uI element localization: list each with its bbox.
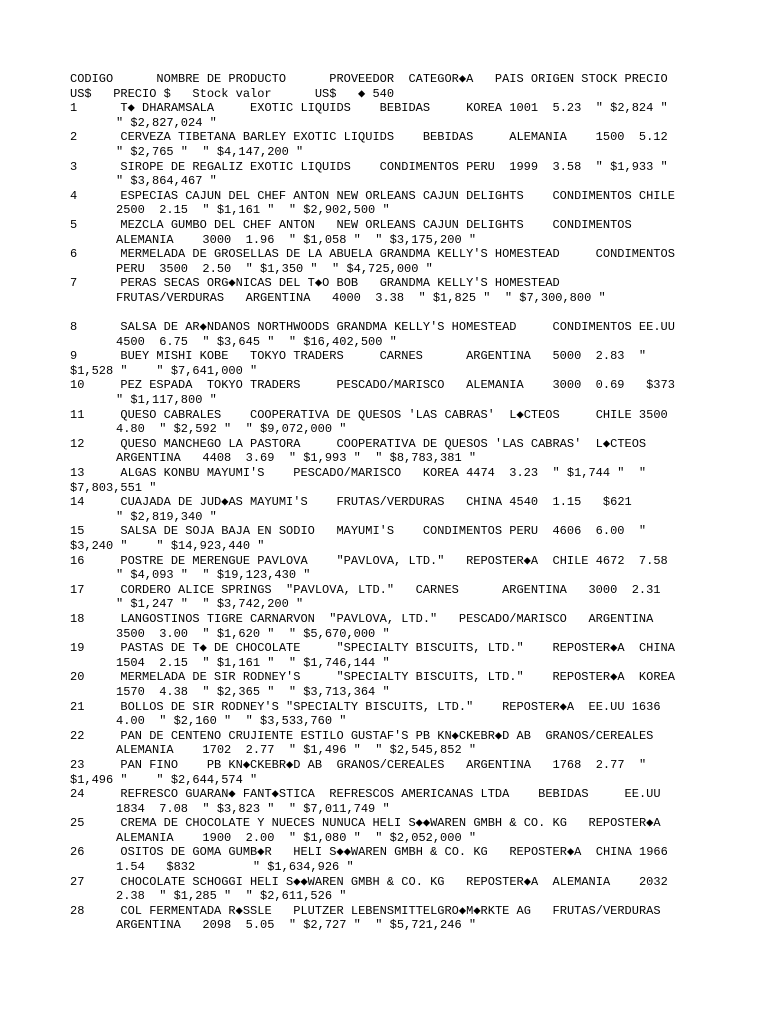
record-line-main: 13 ALGAS KONBU MAYUMI'S PESCADO/MARISCO KOREA 4474 3.23 " $1,744 " " — [70, 466, 647, 481]
product-record — [70, 875, 760, 904]
product-record — [70, 787, 760, 816]
record-line-main: 16 POSTRE DE MERENGUE PAVLOVA "PAVLOVA, LTD." REPOSTER◆A CHILE 4672 7.58 — [70, 553, 668, 568]
document-body — [70, 72, 760, 933]
product-record — [70, 495, 760, 524]
record-line-continuation: 1504 2.15 " $1,161 " " $1,746,144 " — [116, 655, 390, 670]
record-line-main: 11 QUESO CABRALES COOPERATIVA DE QUESOS 'LAS CABRAS' L◆CTEOS CHILE 3500 — [70, 407, 668, 422]
product-record — [70, 349, 760, 378]
record-line-main: 21 BOLLOS DE SIR RODNEY'S "SPECIALTY BISCUITS, LTD." REPOSTER◆A EE.UU 1636 — [70, 699, 661, 714]
record-line-main: 14 CUAJADA DE JUD◆AS MAYUMI'S FRUTAS/VERDURAS CHINA 4540 1.15 $621 — [70, 495, 632, 510]
product-record — [70, 466, 760, 495]
product-record — [70, 320, 760, 349]
record-line-continuation: 4500 6.75 " $3,645 " " $16,402,500 " — [116, 334, 397, 349]
record-line-main: 2 CERVEZA TIBETANA BARLEY EXOTIC LIQUIDS BEBIDAS ALEMANIA 1500 5.12 — [70, 130, 668, 145]
record-line-continuation: 4.00 " $2,160 " " $3,533,760 " — [116, 714, 347, 729]
record-line-main: 8 SALSA DE AR◆NDANOS NORTHWOODS GRANDMA KELLY'S HOMESTEAD CONDIMENTOS EE.UU — [70, 320, 675, 335]
record-line-main: 26 OSITOS DE GOMA GUMB◆R HELI S◆◆WAREN GMBH & CO. KG REPOSTER◆A CHINA 1966 — [70, 845, 668, 860]
product-record — [70, 758, 760, 787]
product-record — [70, 378, 760, 407]
record-line-continuation: $1,528 " " $7,641,000 " — [70, 363, 258, 378]
record-line-continuation: $7,803,551 " — [70, 480, 157, 495]
product-record — [70, 437, 760, 466]
record-line-continuation: ARGENTINA 4408 3.69 " $1,993 " " $8,783,381 " — [116, 451, 477, 466]
record-line-main: 3 SIROPE DE REGALIZ EXOTIC LIQUIDS CONDIMENTOS PERU 1999 3.58 " $1,933 " — [70, 159, 668, 174]
record-line-main: 15 SALSA DE SOJA BAJA EN SODIO MAYUMI'S CONDIMENTOS PERU 4606 6.00 " — [70, 524, 647, 539]
record-line-continuation: 3500 3.00 " $1,620 " " $5,670,000 " — [116, 626, 390, 641]
product-record — [70, 247, 760, 276]
record-line-continuation: 1570 4.38 " $2,365 " " $3,713,364 " — [116, 684, 390, 699]
product-record — [70, 845, 760, 874]
record-line-main: 25 CREMA DE CHOCOLATE Y NUECES NUNUCA HELI S◆◆WAREN GMBH & CO. KG REPOSTER◆A — [70, 816, 661, 831]
record-line-main: 20 MERMELADA DE SIR RODNEY'S "SPECIALTY BISCUITS, LTD." REPOSTER◆A KOREA — [70, 670, 675, 685]
record-line-continuation: ARGENTINA 2098 5.05 " $2,727 " " $5,721,246 " — [116, 918, 477, 933]
blank-line — [70, 306, 760, 321]
header-line-2: US$ PRECIO $ Stock valor US$ ◆ 540 — [70, 86, 395, 101]
record-line-continuation: PERU 3500 2.50 " $1,350 " " $4,725,000 " — [116, 261, 433, 276]
product-record — [70, 904, 760, 933]
record-line-main: 9 BUEY MISHI KOBE TOKYO TRADERS CARNES ARGENTINA 5000 2.83 " — [70, 349, 647, 364]
record-line-continuation: 2500 2.15 " $1,161 " " $2,902,500 " — [116, 203, 390, 218]
product-record — [70, 700, 760, 729]
product-record — [70, 641, 760, 670]
record-line-main: 7 PERAS SECAS ORG◆NICAS DEL T◆O BOB GRANDMA KELLY'S HOMESTEAD — [70, 276, 560, 291]
record-line-continuation: ALEMANIA 1702 2.77 " $1,496 " " $2,545,852 " — [116, 743, 477, 758]
record-line-main: 10 PEZ ESPADA TOKYO TRADERS PESCADO/MARISCO ALEMANIA 3000 0.69 $373 — [70, 378, 675, 393]
product-record — [70, 189, 760, 218]
record-line-continuation: " $1,117,800 " — [116, 393, 217, 408]
product-records — [70, 101, 760, 933]
record-line-continuation: 1.54 $832 " $1,634,926 " — [116, 860, 354, 875]
product-record — [70, 729, 760, 758]
record-line-continuation: " $2,765 " " $4,147,200 " — [116, 144, 304, 159]
record-line-main: 18 LANGOSTINOS TIGRE CARNARVON "PAVLOVA, LTD." PESCADO/MARISCO ARGENTINA — [70, 611, 654, 626]
product-record — [70, 612, 760, 641]
record-line-continuation: " $3,864,467 " — [116, 174, 217, 189]
record-line-main: 1 T◆ DHARAMSALA EXOTIC LIQUIDS BEBIDAS KOREA 1001 5.23 " $2,824 " — [70, 101, 668, 116]
record-line-main: 12 QUESO MANCHEGO LA PASTORA COOPERATIVA DE QUESOS 'LAS CABRAS' L◆CTEOS — [70, 436, 647, 451]
product-record — [70, 554, 760, 583]
product-record — [70, 276, 760, 305]
product-record — [70, 670, 760, 699]
product-record — [70, 583, 760, 612]
record-line-main: 22 PAN DE CENTENO CRUJIENTE ESTILO GUSTAF'S PB KN◆CKEBR◆D AB GRANOS/CEREALES — [70, 728, 654, 743]
record-line-continuation: FRUTAS/VERDURAS ARGENTINA 4000 3.38 " $1,825 " " $7,300,800 " — [116, 290, 606, 305]
product-record — [70, 218, 760, 247]
record-line-continuation: ALEMANIA 3000 1.96 " $1,058 " " $3,175,200 " — [116, 232, 477, 247]
record-line-continuation: $1,496 " " $2,644,574 " — [70, 772, 258, 787]
product-record — [70, 160, 760, 189]
record-line-continuation: ALEMANIA 1900 2.00 " $1,080 " " $2,052,000 " — [116, 830, 477, 845]
product-record — [70, 524, 760, 553]
record-line-main: 27 CHOCOLATE SCHOGGI HELI S◆◆WAREN GMBH & CO. KG REPOSTER◆A ALEMANIA 2032 — [70, 874, 668, 889]
record-line-continuation: " $2,827,024 " — [116, 115, 217, 130]
record-line-continuation: 2.38 " $1,285 " " $2,611,526 " — [116, 889, 347, 904]
record-line-main: 6 MERMELADA DE GROSELLAS DE LA ABUELA GRANDMA KELLY'S HOMESTEAD CONDIMENTOS — [70, 247, 675, 262]
product-record — [70, 816, 760, 845]
record-line-continuation: $3,240 " " $14,923,440 " — [70, 539, 265, 553]
record-line-main: 4 ESPECIAS CAJUN DEL CHEF ANTON NEW ORLEANS CAJUN DELIGHTS CONDIMENTOS CHILE — [70, 188, 675, 203]
record-line-main: 24 REFRESCO GUARAN◆ FANT◆STICA REFRESCOS AMERICANAS LTDA BEBIDAS EE.UU — [70, 787, 661, 802]
record-line-continuation: " $1,247 " " $3,742,200 " — [116, 597, 304, 612]
record-line-main: 23 PAN FINO PB KN◆CKEBR◆D AB GRANOS/CEREALES ARGENTINA 1768 2.77 " — [70, 757, 647, 772]
record-line-continuation: " $4,093 " " $19,123,430 " — [116, 568, 311, 583]
record-line-main: 28 COL FERMENTADA R◆SSLE PLUTZER LEBENSMITTELGRO◆M◆RKTE AG FRUTAS/VERDURAS — [70, 903, 661, 918]
product-record — [70, 408, 760, 437]
record-line-continuation: " $2,819,340 " — [116, 509, 217, 524]
product-record — [70, 101, 760, 130]
record-line-main: 5 MEZCLA GUMBO DEL CHEF ANTON NEW ORLEANS CAJUN DELIGHTS CONDIMENTOS — [70, 217, 632, 232]
record-line-main: 17 CORDERO ALICE SPRINGS "PAVLOVA, LTD." CARNES ARGENTINA 3000 2.31 — [70, 582, 661, 597]
record-line-main: 19 PASTAS DE T◆ DE CHOCOLATE "SPECIALTY BISCUITS, LTD." REPOSTER◆A CHINA — [70, 641, 675, 656]
product-record — [70, 130, 760, 159]
record-line-continuation: 1834 7.08 " $3,823 " " $7,011,749 " — [116, 801, 390, 816]
record-line-continuation: 4.80 " $2,592 " " $9,072,000 " — [116, 422, 347, 437]
header-line-1: CODIGO NOMBRE DE PRODUCTO PROVEEDOR CATEGOR◆A PAIS ORIGEN STOCK PRECIO — [70, 72, 668, 86]
